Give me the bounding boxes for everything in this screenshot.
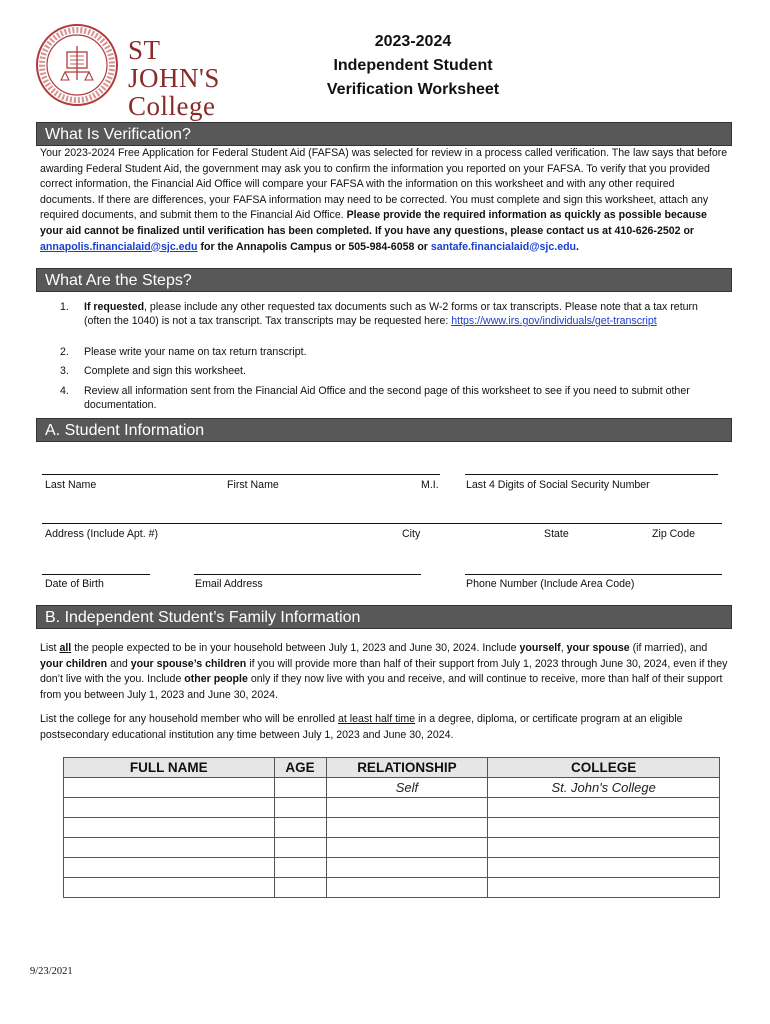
relationship-cell[interactable] xyxy=(326,858,488,878)
age-cell[interactable] xyxy=(274,858,326,878)
table-row xyxy=(64,878,720,898)
middle-initial-label: M.I. xyxy=(421,479,439,491)
column-header-college: COLLEGE xyxy=(488,758,720,778)
annapolis-email-link[interactable]: annapolis.financialaid@sjc.edu xyxy=(40,240,198,253)
full-name-cell[interactable] xyxy=(64,838,275,858)
section-header-student-info: A. Student Information xyxy=(36,418,732,442)
table-row xyxy=(64,778,720,798)
table-row xyxy=(64,838,720,858)
full-name-cell[interactable] xyxy=(64,878,275,898)
relationship-cell[interactable] xyxy=(326,798,488,818)
irs-transcript-link[interactable]: https://www.irs.gov/individuals/get-transcript xyxy=(451,315,657,327)
age-cell[interactable] xyxy=(274,838,326,858)
relationship-cell[interactable] xyxy=(326,878,488,898)
full-name-cell[interactable] xyxy=(64,778,275,798)
household-instructions: List all the people expected to be in your household between July 1, 2023 and June 30, 2024. Include yourself, your spouse (if married), and your children and your spouse’s children if you will provide more than half of their support from July 1, 2023 through June 30, 2024, even if they don’t live with the you. Include other people only if they now live with you and receive, and will continue to receive, more than half of their support from you between July 1, 2023 and June 30, 2024. xyxy=(40,642,728,701)
college-cell[interactable] xyxy=(488,878,720,898)
santafe-email-link[interactable]: santafe.financialaid@sjc.edu xyxy=(430,240,577,253)
phone-label: Phone Number (Include Area Code) xyxy=(466,578,635,590)
full-name-cell[interactable] xyxy=(64,798,275,818)
age-cell[interactable] xyxy=(274,818,326,838)
full-name-cell[interactable] xyxy=(64,818,275,838)
dob-line[interactable] xyxy=(42,574,150,575)
relationship-cell[interactable] xyxy=(326,818,488,838)
column-header-age: AGE xyxy=(274,758,326,778)
ssn-line[interactable] xyxy=(465,474,718,475)
dob-label: Date of Birth xyxy=(45,578,104,590)
table-row xyxy=(64,798,720,818)
age-cell[interactable] xyxy=(274,798,326,818)
section-header-family-info: B. Independent Student’s Family Information xyxy=(36,605,732,629)
college-cell[interactable] xyxy=(488,838,720,858)
college-cell[interactable]: St. John's College xyxy=(488,778,720,798)
relationship-cell[interactable]: Self xyxy=(326,778,488,798)
college-wordmark-line1: ST JOHN'S xyxy=(128,35,220,93)
section-header-steps: What Are the Steps? xyxy=(36,268,732,292)
address-line[interactable] xyxy=(42,523,722,524)
college-cell[interactable] xyxy=(488,798,720,818)
full-name-cell[interactable] xyxy=(64,858,275,878)
verification-contact-text: Please provide the required information as quickly as possible because your aid cannot be finalized until verification has been completed. If you have any questions, please contact us at 410-626-2502 or annapolis.financialaid@sjc.edu for the Annapolis Campus or 505-984-6058 or santafe.financialaid@sjc.edu. xyxy=(40,209,707,253)
column-header-relationship: RELATIONSHIP xyxy=(326,758,488,778)
column-header-full-name: FULL NAME xyxy=(64,758,275,778)
college-instructions: List the college for any household member who will be enrolled at least half time in a degree, diploma, or certificate program at an eligible postsecondary educational institution any time between July 1, 2023 and June 30, 2024. xyxy=(40,713,683,741)
name-line[interactable] xyxy=(42,474,440,475)
table-header-row xyxy=(64,758,720,778)
title-line3: Verification Worksheet xyxy=(326,81,500,98)
footer-date: 9/23/2021 xyxy=(30,966,73,977)
email-label: Email Address xyxy=(195,578,263,590)
zip-code-label: Zip Code xyxy=(652,528,695,540)
table-row xyxy=(64,818,720,838)
relationship-cell[interactable] xyxy=(326,838,488,858)
state-label: State xyxy=(544,528,569,540)
age-cell[interactable] xyxy=(274,878,326,898)
table-row xyxy=(64,858,720,878)
title-year: 2023-2024 xyxy=(374,33,452,50)
college-cell[interactable] xyxy=(488,858,720,878)
age-cell[interactable] xyxy=(274,778,326,798)
college-cell[interactable] xyxy=(488,818,720,838)
college-wordmark-line2: College xyxy=(128,91,216,121)
phone-line[interactable] xyxy=(465,574,722,575)
verification-paragraph: Your 2023-2024 Free Application for Federal Student Aid (FAFSA) was selected for review in a process called verification. The law says that before awarding Federal Student Aid, the government may ask you to confirm the information you reported on your FAFSA. To verify that you provided correct information, the Financial Aid Office will compare your FAFSA with the information on this worksheet and with any other required documents. If there are differences, your FAFSA information may need to be corrected. You must complete and sign this worksheet, attach any required documents, and submit them to the Financial Aid Office. xyxy=(40,147,728,222)
first-name-label: First Name xyxy=(227,479,279,491)
ssn-label: Last 4 Digits of Social Security Number xyxy=(466,479,650,491)
city-label: City xyxy=(402,528,421,540)
section-header-verification: What Is Verification? xyxy=(36,122,732,146)
email-line[interactable] xyxy=(194,574,421,575)
last-name-label: Last Name xyxy=(45,479,97,491)
title-line2: Independent Student xyxy=(333,57,493,74)
household-table xyxy=(63,757,720,898)
address-label: Address (Include Apt. #) xyxy=(45,528,159,540)
